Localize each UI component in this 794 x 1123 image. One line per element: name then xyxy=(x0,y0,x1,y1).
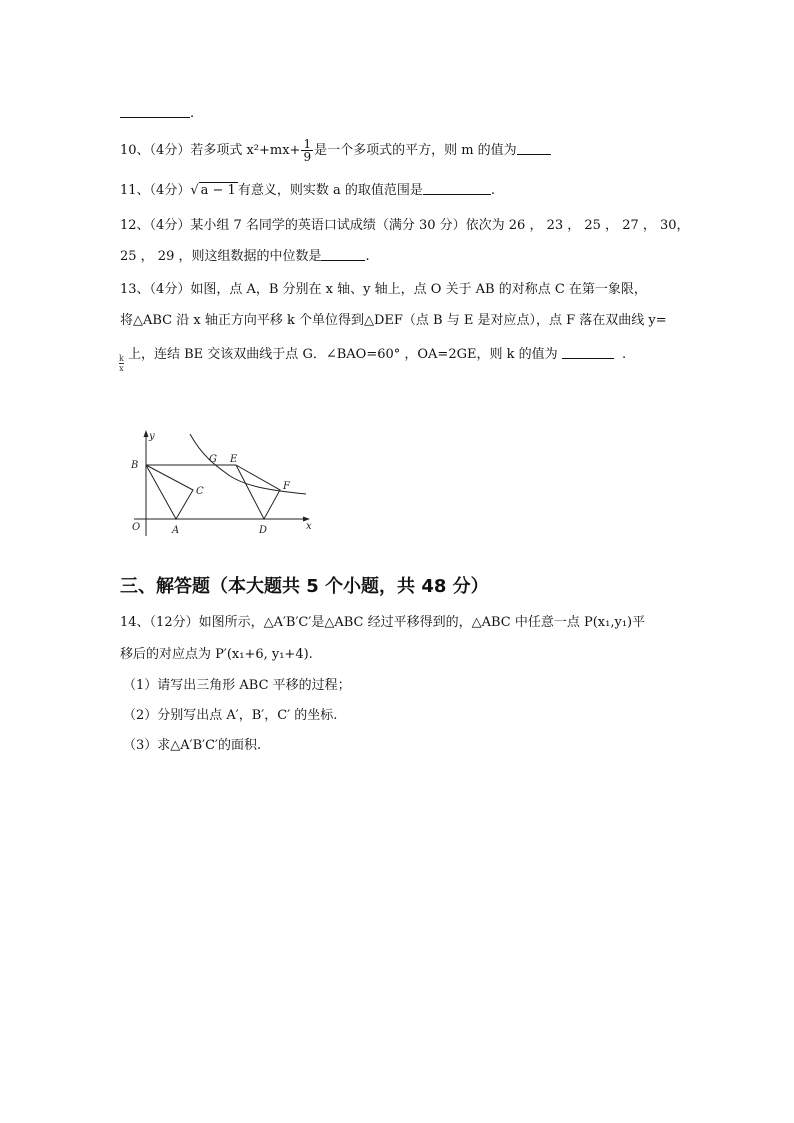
label-c: C xyxy=(196,486,204,497)
question-13-line-2: 将△ABC 沿 x 轴正方向平移 k 个单位得到△DEF（点 B 与 E 是对应点），点 F 落在双曲线 y= xyxy=(120,313,667,328)
q11-prefix: 11、（4分） xyxy=(120,183,191,198)
question-10 xyxy=(120,138,551,163)
label-x: x xyxy=(306,521,312,532)
label-e: E xyxy=(230,454,238,465)
label-y: y xyxy=(149,431,155,442)
answer-blank xyxy=(321,247,365,261)
q13-line3-prefix: 上，连结 BE 交该双曲线于点 G．∠BAO=60° ，OA=2GE，则 k 的值为 xyxy=(128,347,558,362)
fraction-denominator: 9 xyxy=(303,150,312,164)
k-over-x-fraction xyxy=(119,354,124,373)
label-g: G xyxy=(209,454,217,465)
question-14-sub-2: （2）分别写出点 A′，B′，C′ 的坐标. xyxy=(123,708,338,723)
question-14-line-1: 14、（12分）如图所示，△A′B′C′是△ABC 经过平移得到的，△ABC 中任意一点 P(x₁,y₁)平 xyxy=(120,615,646,630)
fraction-numerator: 1 xyxy=(303,137,312,151)
fraction-numerator: k xyxy=(119,354,124,363)
square-root-expression: √ a − 1 xyxy=(190,183,236,198)
radicand: a − 1 xyxy=(200,183,236,198)
q12-line2-prefix: 25 ， 29 ，则这组数据的中位数是 xyxy=(120,249,322,264)
label-o: O xyxy=(132,522,141,533)
section-heading: 三、解答题（本大题共 5 个小题，共 48 分） xyxy=(120,576,489,597)
q13-figure xyxy=(126,426,326,544)
question-13-line-3 xyxy=(128,345,626,364)
question-11 xyxy=(120,181,495,200)
y-axis-arrow xyxy=(144,430,149,437)
question-12-line-2 xyxy=(120,247,370,266)
answer-blank xyxy=(423,181,491,195)
q10-fraction xyxy=(301,138,313,163)
label-d: D xyxy=(259,525,268,536)
period: . xyxy=(622,347,627,362)
period: . xyxy=(490,183,495,198)
answer-blank xyxy=(120,104,190,118)
previous-answer-line xyxy=(120,104,194,123)
period: . xyxy=(365,249,370,264)
label-f: F xyxy=(283,481,290,492)
q11-suffix: 有意义，则实数 a 的取值范围是 xyxy=(237,183,423,198)
answer-blank xyxy=(517,141,551,155)
period: . xyxy=(190,106,195,121)
answer-blank xyxy=(562,345,614,359)
triangle-abc xyxy=(146,465,193,519)
q10-prefix: 10、（4分）若多项式 x²+mx+ xyxy=(120,143,301,158)
triangle-def xyxy=(236,465,280,519)
question-14-sub-1: （1）请写出三角形 ABC 平移的过程； xyxy=(123,678,351,693)
question-14-sub-3: （3）求△A′B′C′的面积. xyxy=(123,738,262,753)
q10-suffix: 是一个多项式的平方，则 m 的值为 xyxy=(314,143,517,158)
label-b: B xyxy=(131,460,139,471)
question-12-line-1: 12、（4分）某小组 7 名同学的英语口试成绩（满分 30 分）依次为 26 ， 23 ， 25 ， 27 ， 30， xyxy=(120,218,690,233)
question-13-line-1: 13、（4分）如图，点 A，B 分别在 x 轴、y 轴上，点 O 关于 AB 的对称点 C 在第一象限， xyxy=(120,282,647,297)
label-a: A xyxy=(172,525,180,536)
question-14-line-2: 移后的对应点为 P′(x₁+6, y₁+4). xyxy=(120,647,313,662)
fraction-denominator: x xyxy=(119,364,124,373)
